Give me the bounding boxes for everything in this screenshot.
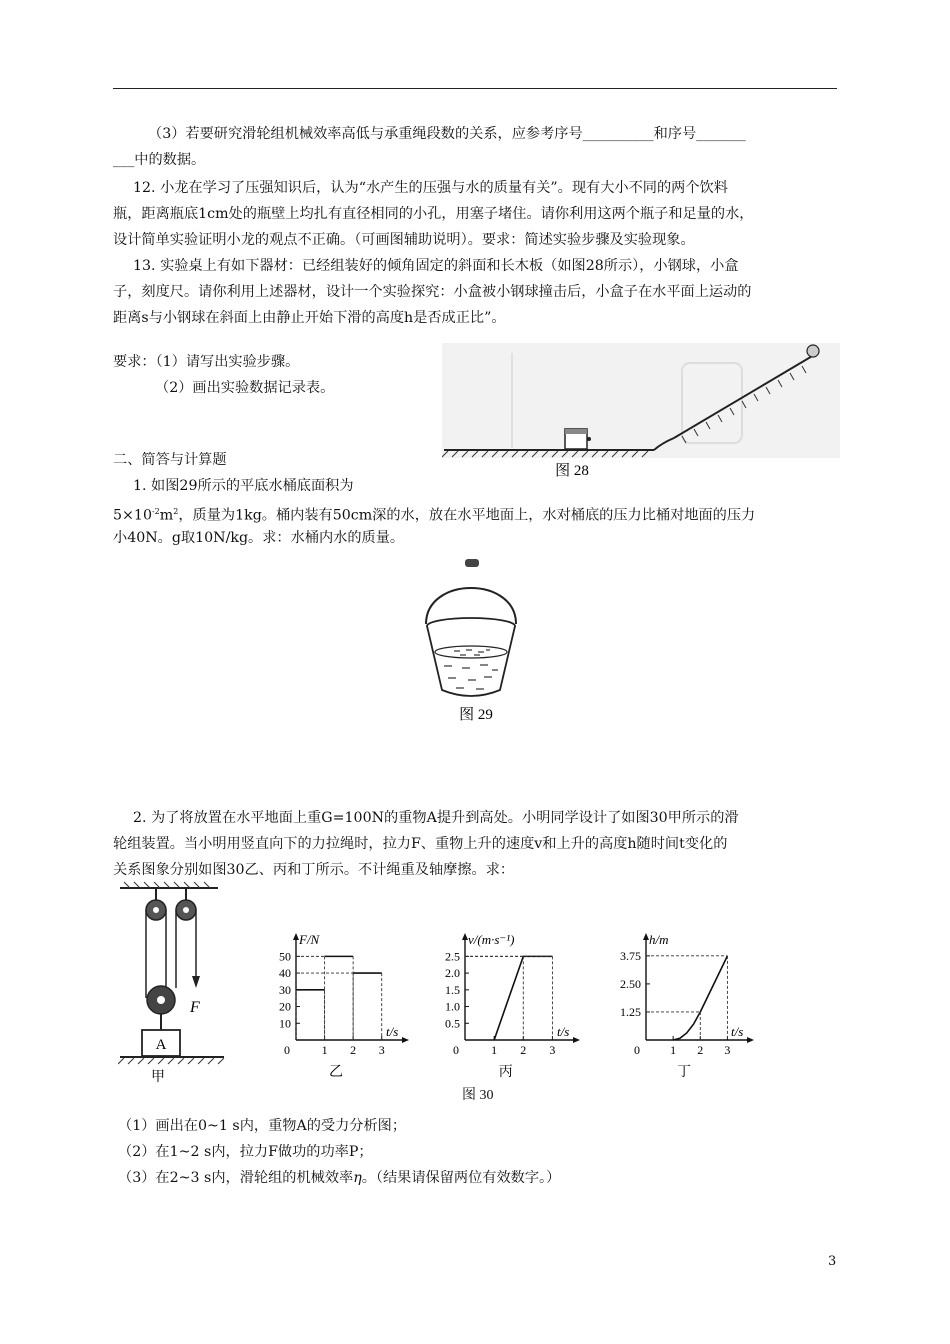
x-tick-label: 3 — [378, 1043, 385, 1057]
chart-caption: 丙 — [498, 1065, 513, 1080]
q12-line1: 12. 小龙在学习了压强知识后，认为“水产生的压强与水的质量有关”。现有大小不同的两个饮料 — [133, 180, 728, 196]
x-axis-label: t/s — [557, 1024, 570, 1039]
page-number: 3 — [828, 1254, 837, 1269]
x-axis-label: t/s — [386, 1024, 399, 1039]
y-tick-label: 20 — [279, 999, 291, 1014]
x-axis-label: t/s — [731, 1024, 744, 1039]
q13-line2: 子，刻度尺。请你利用上述器材，设计一个实验探究：小盒被小钢球撞击后，小盒子在水平面上运动的 — [113, 284, 752, 300]
q13-requirement-2: （2）画出实验数据记录表。 — [155, 380, 335, 396]
x-tick-label: 3 — [549, 1043, 556, 1057]
x-tick-label: 2 — [697, 1043, 704, 1057]
x-tick-label: 2 — [350, 1043, 357, 1057]
y-tick-label: 40 — [279, 966, 291, 981]
y-axis-label: h/m — [649, 932, 669, 947]
chart-caption: 乙 — [329, 1065, 343, 1080]
chart-velocity-time — [420, 912, 590, 1084]
y-tick-label: 3.75 — [620, 948, 641, 963]
force-label: F — [190, 999, 200, 1016]
y-axis-label: F/N — [299, 932, 320, 947]
y-tick-label: 10 — [279, 1016, 291, 1031]
x-axis-arrow — [747, 1037, 754, 1043]
figure-29-bucket — [418, 556, 524, 726]
x-tick-label: 1 — [491, 1043, 498, 1057]
p2-line3: 关系图象分别如图30乙、丙和丁所示。不计绳重及轴摩擦。求： — [113, 862, 515, 878]
chart-caption: 丁 — [677, 1065, 691, 1080]
y-tick-label: 1.5 — [445, 982, 460, 997]
y-tick-label: 50 — [279, 949, 291, 964]
figure-30-caption: 图 30 — [462, 1088, 494, 1103]
y-tick-label: 1.0 — [445, 999, 460, 1014]
q12-line2: 瓶，距离瓶底1cm处的瓶壁上均扎有直径相同的小孔，用塞子堵住。请你利用这两个瓶子和足量的水， — [113, 206, 754, 222]
origin-label: 0 — [453, 1043, 459, 1057]
p1-line2: $5\times 10^{-2}m^2$，质量为1kg。桶内装有50cm深的水，放在水平地面上，水对桶底的压力比桶对地面的压力 — [113, 507, 756, 524]
q3-line2: ___中的数据。 — [113, 152, 206, 168]
x-tick-label: 1 — [321, 1043, 328, 1057]
p2-sub1: （1）画出在0~1 s内，重物A的受力分析图； — [118, 1118, 407, 1134]
chart-height-time — [600, 912, 760, 1084]
x-axis-arrow — [573, 1037, 580, 1043]
section-title: 二、简答与计算题 — [113, 452, 227, 468]
q12-line3: 设计简单实验证明小龙的观点不正确。（可画图辅助说明）。要求：简述实验步骤及实验现象。 — [113, 232, 695, 248]
q3-line1: （3）若要研究滑轮组机械效率高低与承重绳段数的关系，应参考序号__________和序号_______ — [148, 126, 746, 142]
x-tick-label: 3 — [724, 1043, 731, 1057]
y-tick-label: 1.25 — [620, 1004, 641, 1019]
p2-line2: 轮组装置。当小明用竖直向下的力拉绳时，拉力F、重物上升的速度v和上升的高度h随时间t变化的 — [113, 836, 728, 852]
y-tick-label: 0.5 — [445, 1016, 460, 1031]
q13-line3: 距离s与小钢球在斜面上由静止开始下滑的高度h是否成正比”。 — [113, 310, 506, 326]
y-tick-label: 2.5 — [445, 949, 460, 964]
header-rule — [113, 88, 837, 89]
x-tick-label: 2 — [520, 1043, 527, 1057]
p2-line1: 2. 为了将放置在水平地面上重G=100N的重物A提升到高处。小明同学设计了如图30甲所示的滑 — [133, 810, 739, 826]
pulley-caption: 甲 — [151, 1070, 165, 1085]
figure-28-incline — [442, 343, 840, 480]
y-tick-label: 2.50 — [620, 976, 641, 991]
origin-label: 0 — [634, 1043, 640, 1057]
y-axis-label: v/(m·s⁻¹) — [468, 932, 515, 947]
figure-28-caption: 图 28 — [555, 463, 589, 479]
y-tick-label: 30 — [279, 982, 291, 997]
p1-line3: 小40N。g取10N/kg。求：水桶内水的质量。 — [113, 530, 405, 546]
q13-requirement-1: 要求：（1）请写出实验步骤。 — [113, 354, 300, 370]
block-label: A — [155, 1037, 167, 1053]
q13-line1: 13. 实验桌上有如下器材：已经组装好的倾角固定的斜面和长木板（如图28所示），小钢球，小盒 — [133, 258, 739, 274]
chart-force-time — [262, 912, 412, 1084]
p2-sub2: （2）在1~2 s内，拉力F做功的功率P； — [118, 1144, 373, 1160]
p1-line1: 1. 如图29所示的平底水桶底面积为 — [133, 478, 354, 494]
x-tick-label: 1 — [670, 1043, 677, 1057]
figure-29-caption: 图 29 — [459, 707, 493, 723]
p2-sub3: （3）在2~3 s内，滑轮组的机械效率η。（结果请保留两位有效数字。） — [118, 1170, 561, 1186]
y-tick-label: 2.0 — [445, 966, 460, 981]
origin-label: 0 — [284, 1043, 290, 1057]
figure-30-pulley-system — [118, 880, 228, 1085]
x-axis-arrow — [402, 1037, 409, 1043]
